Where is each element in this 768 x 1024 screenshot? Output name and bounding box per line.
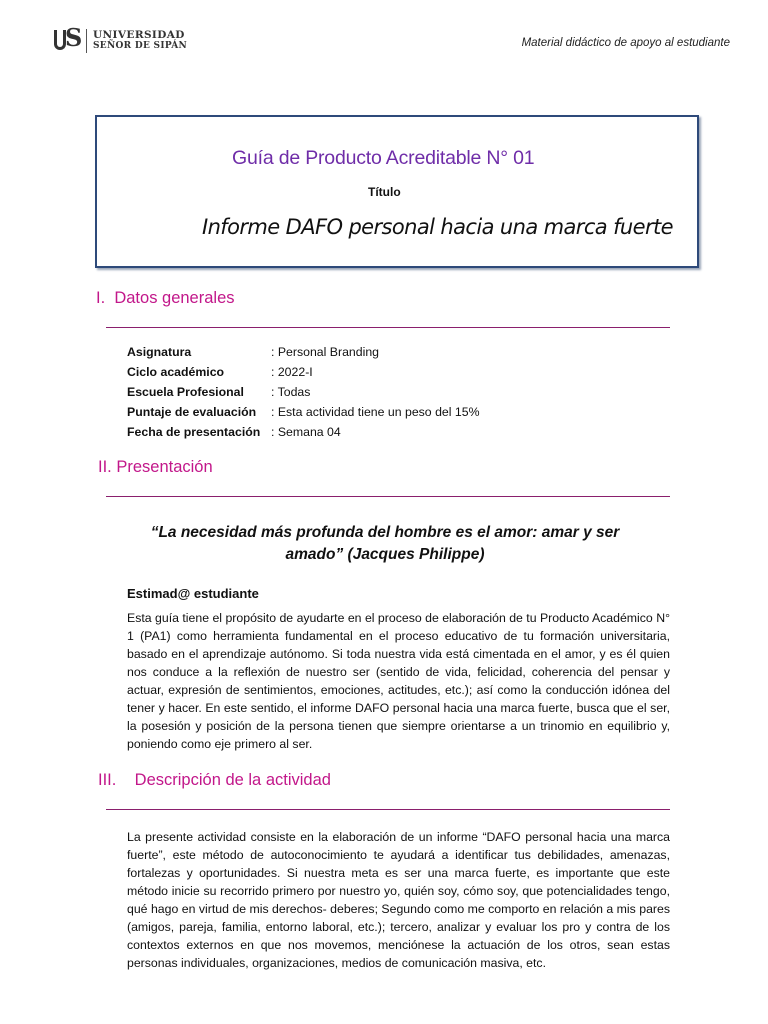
- greeting: Estimad@ estudiante: [127, 586, 259, 601]
- general-data-value: : Todas: [271, 385, 311, 399]
- general-data-label: Asignatura: [127, 345, 192, 359]
- titulo-label: Título: [368, 185, 401, 199]
- university-logo-mark: S: [54, 28, 80, 54]
- title-box: [95, 115, 699, 268]
- activity-description-paragraph: La presente actividad consiste en la elaboración de un informe “DAFO personal hacia una marca fuerte”, este método de autoconocimiento te ayudará a identificar tus debilidades, amenazas, fortalezas y oportunidades. Si nuestra meta es ser una marca fuerte, es importante que este método inicie su recorrido primero por nuestro yo, quién soy, cómo soy, que potencialidades tengo, qué hago en virtud de mis derechos- deberes; Segundo como me comporto en relación a mis pares (amigos, pareja, familia, entorno laboral, etc.); tercero, analizar y evaluar los pro y contra de los contextos externos en que nos movemos, menciónese la actuación de los otros, sean estas personas individuales, organizaciones, medios de comunicación masiva, etc.: [127, 830, 670, 970]
- section-divider: [106, 327, 670, 328]
- general-data-label: Ciclo académico: [127, 365, 225, 379]
- section-divider: [106, 809, 670, 810]
- general-data-label: Puntaje de evaluación: [127, 405, 257, 419]
- main-title: Informe DAFO personal hacia una marca fuerte: [202, 215, 673, 239]
- general-data-label: Escuela Profesional: [127, 385, 244, 399]
- general-data-label: Fecha de presentación: [127, 425, 261, 439]
- header-note: Material didáctico de apoyo al estudiante: [521, 37, 730, 49]
- general-data-value: : Semana 04: [271, 425, 341, 439]
- presentation-paragraph: Esta guía tiene el propósito de ayudarte en el proceso de elaboración de tu Producto Académico N° 1 (PA1) como herramienta fundamental en el proceso educativo de tu formación universitaria, basado en el aprendizaje autónomo. Si toda nuestra vida está cimentada en el amor, y es él quien nos conduce a la reflexión de nuestro ser (sentido de vida, felicidad, coherencia del pensar y actuar, expresión de sentimientos, emociones, actitudes, etc.); así como la conducción idónea del tener y hacer. En este sentido, el informe DAFO personal hacia una marca fuerte, busca que el ser, la posesión y posición de la persona tienen que siempre orientarse a un trinomio en equilibrio y, poniendo como eje primero al ser.: [127, 611, 670, 751]
- guide-title: Guía de Producto Acreditable N° 01: [232, 147, 535, 169]
- general-data-value: : Esta actividad tiene un peso del 15%: [271, 405, 480, 419]
- logo-line-1: UNIVERSIDAD: [93, 29, 185, 41]
- section-heading-descripcion: III. Descripción de la actividad: [98, 771, 331, 789]
- logo-line-2: SEÑOR DE SIPÁN: [93, 41, 188, 51]
- general-data-value: : Personal Branding: [271, 345, 380, 359]
- quote: “La necesidad más profunda del hombre es el amor: amar y ser amado” (Jacques Philippe): [150, 524, 620, 563]
- general-data-value: : 2022-I: [271, 365, 313, 379]
- university-logo: [54, 23, 188, 54]
- logo-divider: [86, 29, 87, 53]
- section-divider: [106, 496, 670, 497]
- section-heading-presentacion: II. Presentación: [98, 458, 213, 476]
- section-heading-datos-generales: I. Datos generales: [96, 289, 235, 307]
